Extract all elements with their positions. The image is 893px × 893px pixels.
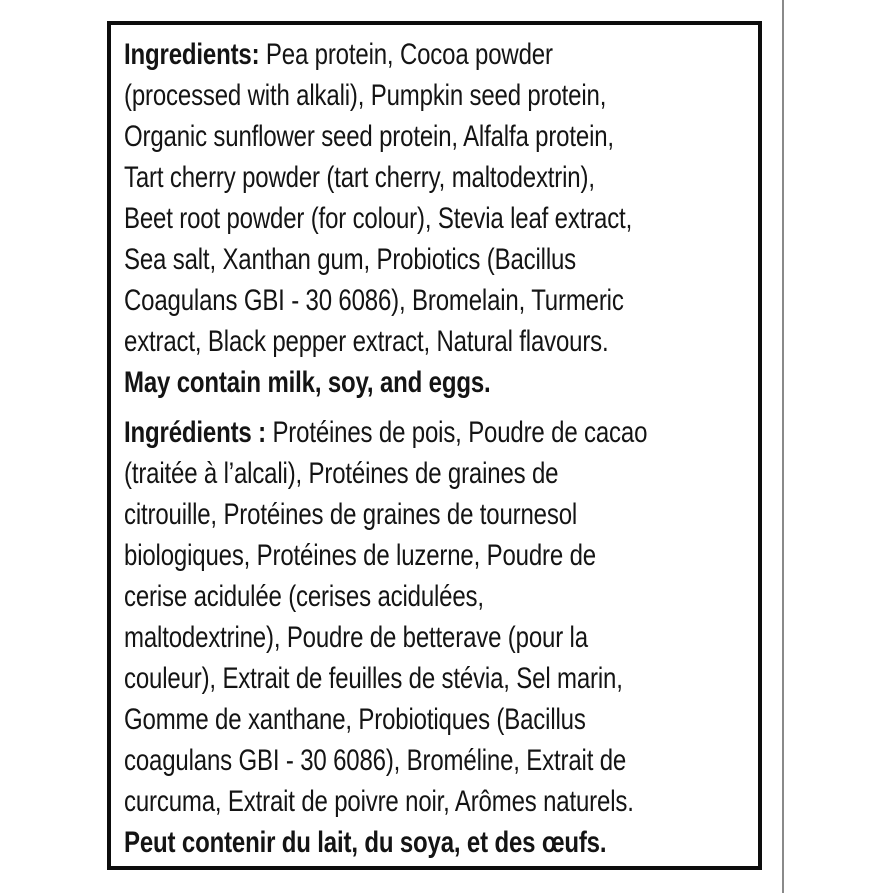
ingredients-paragraph-fr (124, 412, 748, 863)
ingredient-text-line (124, 576, 748, 617)
ingredient-text-line (124, 75, 748, 116)
text-segment: Coagulans GBI - 30 6086), Bromelain, Turmeric (124, 284, 624, 317)
ingredient-text-line (124, 453, 748, 494)
text-segment: Protéines de pois, Poudre de cacao (265, 416, 648, 449)
ingredients-paragraph-en (124, 34, 748, 403)
label-edge-divider (782, 0, 784, 893)
ingredients-panel (107, 21, 762, 870)
text-segment: Pea protein, Cocoa powder (259, 38, 553, 71)
ingredient-text-line (124, 239, 748, 280)
text-segment: citrouille, Protéines de graines de tournesol (124, 498, 578, 531)
bold-text-segment: Peut contenir du lait, du soya, et des œufs. (124, 826, 607, 859)
text-segment: Organic sunflower seed protein, Alfalfa protein, (124, 120, 614, 153)
text-segment: (traitée à l’alcali), Protéines de graines de (124, 457, 559, 490)
bold-text-segment: May contain milk, soy, and eggs. (124, 366, 491, 399)
text-segment: couleur), Extrait de feuilles de stévia, Sel marin, (124, 662, 623, 695)
ingredient-text-line (124, 617, 748, 658)
text-segment: extract, Black pepper extract, Natural flavours. (124, 325, 609, 358)
ingredient-text-line (124, 198, 748, 239)
ingredient-text-line (124, 740, 748, 781)
text-segment: cerise acidulée (cerises acidulées, (124, 580, 484, 613)
ingredient-text-line (124, 157, 748, 198)
ingredient-text-line (124, 280, 748, 321)
text-segment: (processed with alkali), Pumpkin seed protein, (124, 79, 607, 112)
ingredient-text-line (124, 699, 748, 740)
text-segment: curcuma, Extrait de poivre noir, Arômes naturels. (124, 785, 634, 818)
text-segment: Tart cherry powder (tart cherry, maltodextrin), (124, 161, 595, 194)
text-segment: coagulans GBI - 30 6086), Broméline, Extrait de (124, 744, 627, 777)
label-text-block (124, 34, 748, 863)
ingredient-text-line (124, 658, 748, 699)
text-segment: Sea salt, Xanthan gum, Probiotics (Bacillus (124, 243, 577, 276)
ingredient-text-line (124, 34, 748, 75)
ingredient-text-line (124, 412, 748, 453)
ingredient-text-line (124, 822, 748, 863)
bold-text-segment: Ingrédients : (124, 416, 266, 449)
ingredient-text-line (124, 494, 748, 535)
ingredient-text-line (124, 362, 748, 403)
ingredient-text-line (124, 781, 748, 822)
bold-text-segment: Ingredients: (124, 38, 260, 71)
ingredient-text-line (124, 535, 748, 576)
text-segment: Gomme de xanthane, Probiotiques (Bacillus (124, 703, 586, 736)
text-segment: biologiques, Protéines de luzerne, Poudre de (124, 539, 596, 572)
ingredient-text-line (124, 321, 748, 362)
text-segment: maltodextrine), Poudre de betterave (pour la (124, 621, 588, 654)
ingredient-text-line (124, 116, 748, 157)
text-segment: Beet root powder (for colour), Stevia leaf extract, (124, 202, 633, 235)
